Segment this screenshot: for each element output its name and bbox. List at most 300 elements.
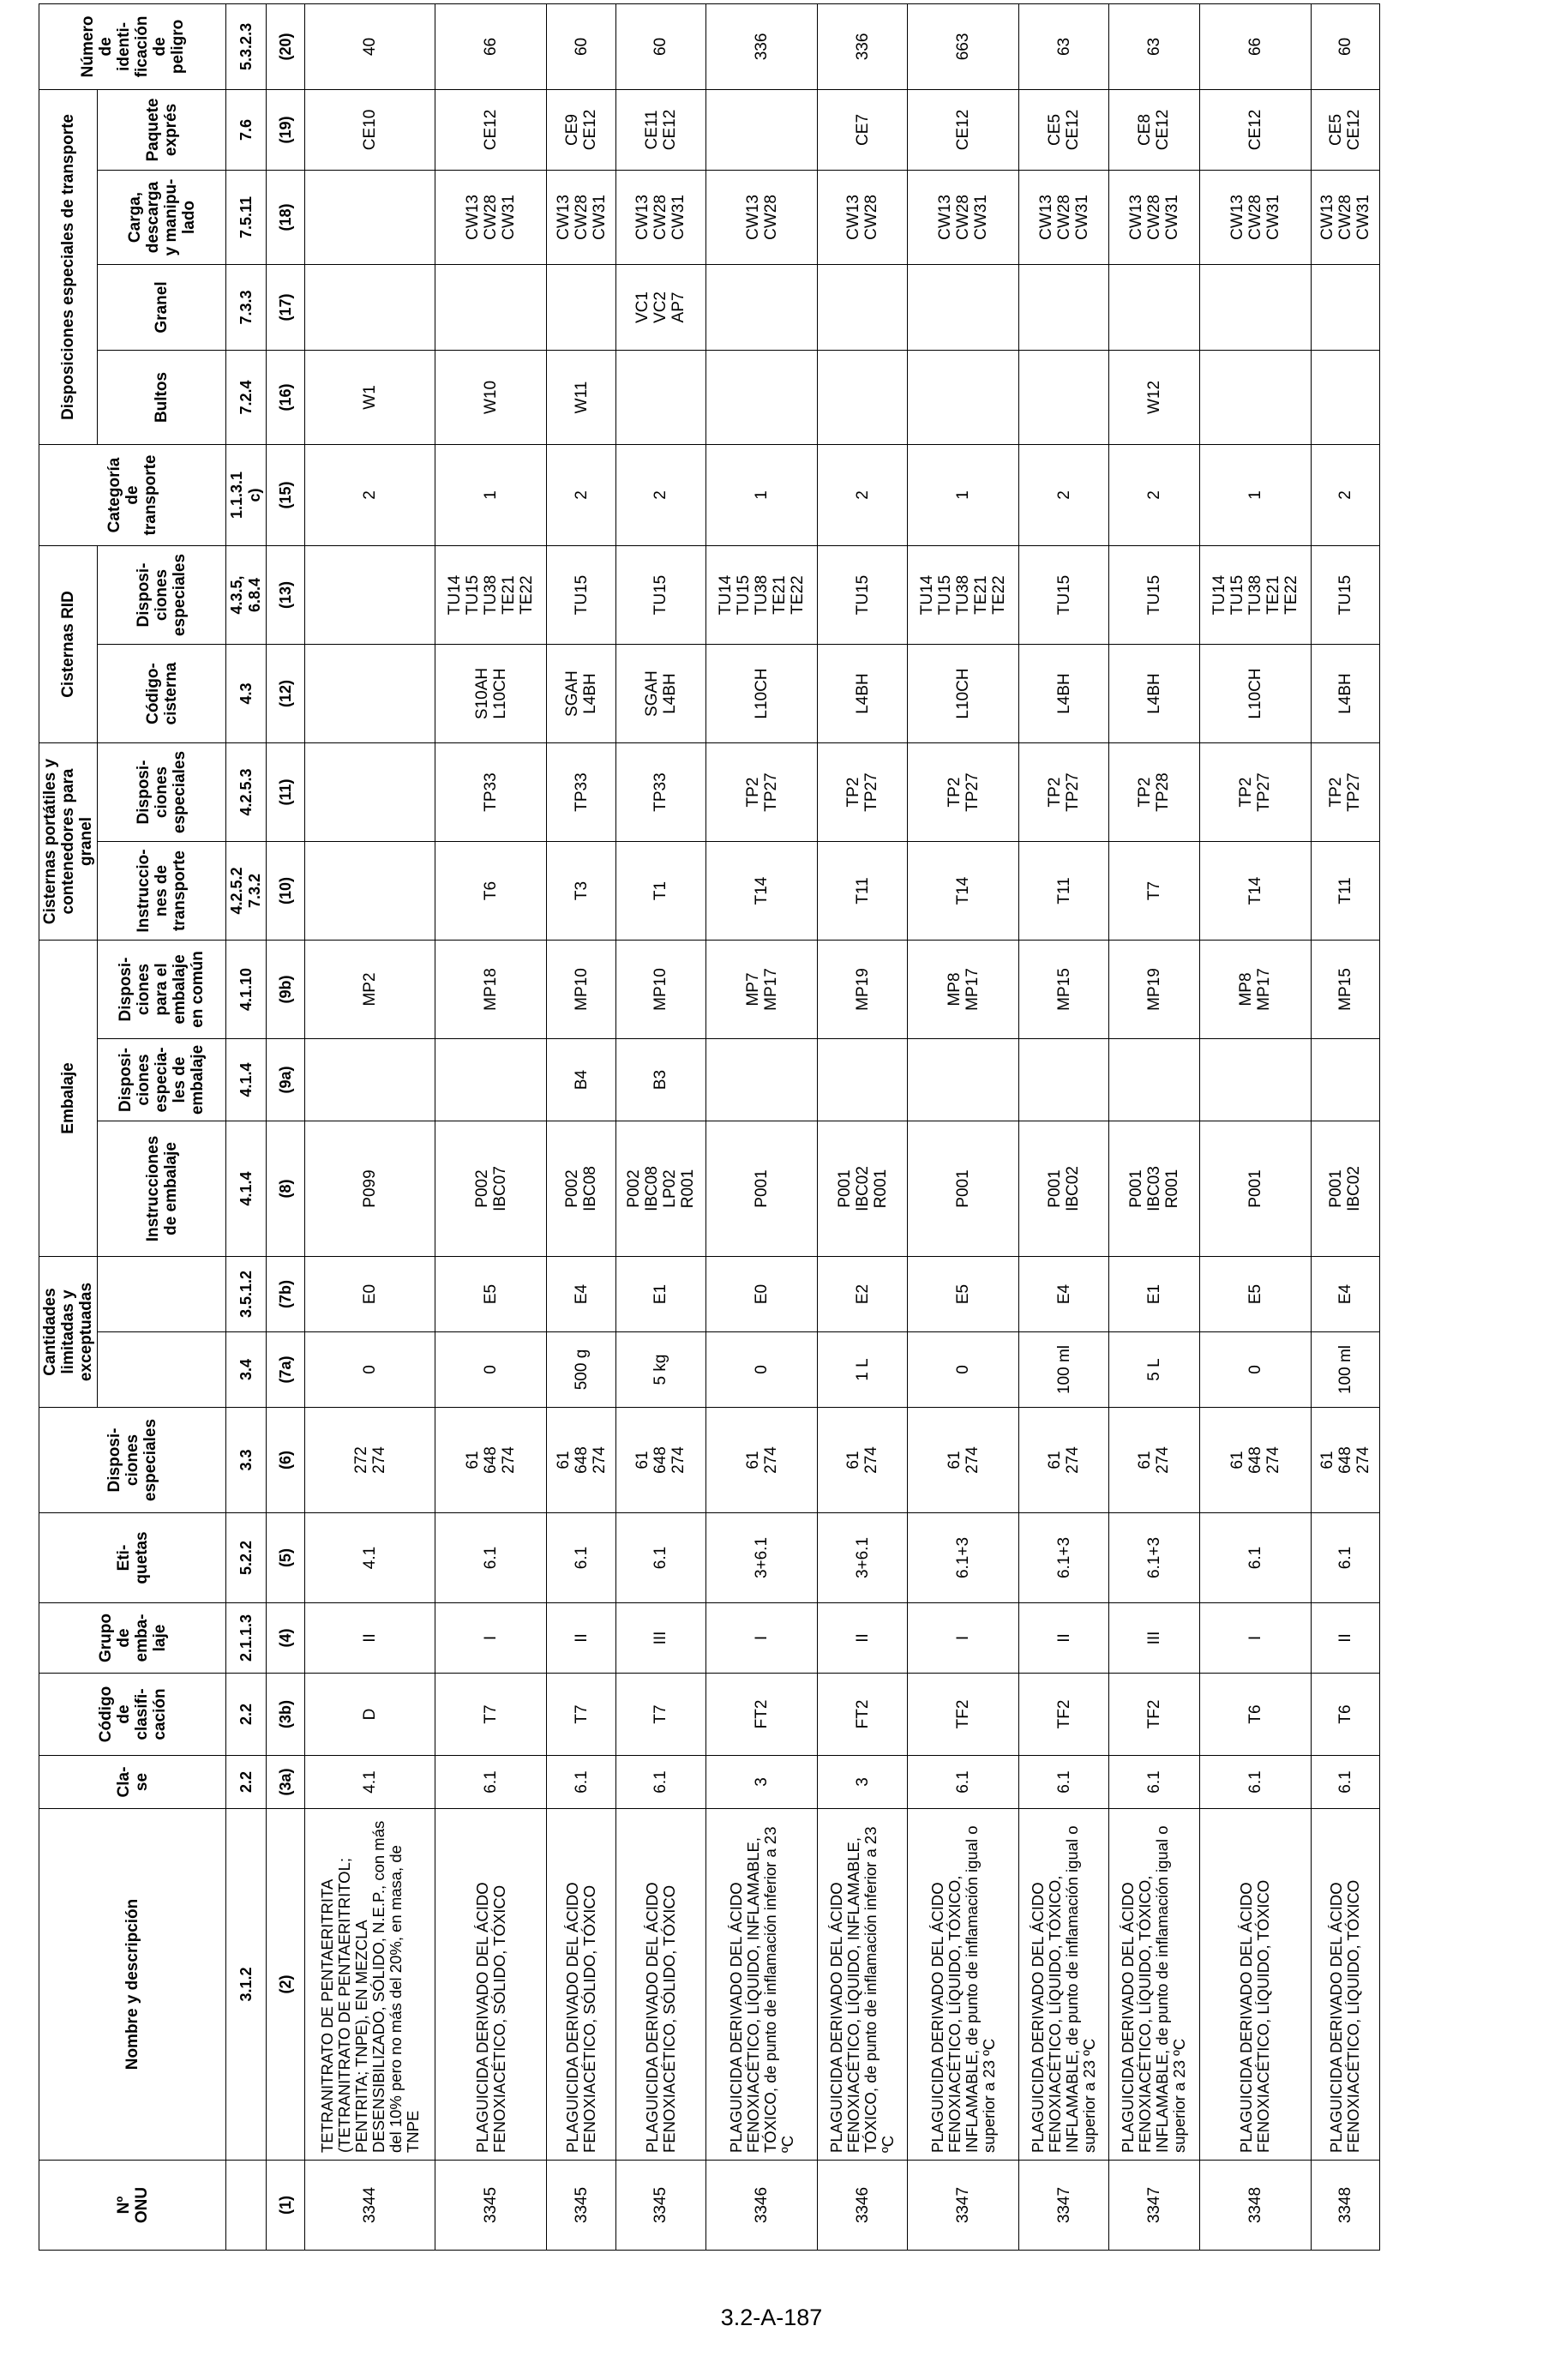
cell-name-description: TETRANITRATO DE PENTAERITRITA (TETRANITRATO DE PENTAERITRITOL; PENTRITA; TNPE), EN MEZCLA DESENSIBILIZADO, SÓLIDO, N.E.P., con más del 10% pero no más del 20%, en masa, de TNPE	[305, 1809, 435, 2161]
reference-portable-tank-provisions: 4.2.5.3	[226, 743, 267, 842]
cell-limited-quantity: 0	[1199, 1332, 1311, 1408]
cell-express-provision: CE9 CE12	[547, 89, 615, 170]
cell-bulk-provision	[1199, 264, 1311, 350]
cell-packages-provision: W11	[547, 350, 615, 444]
cell-bulk-provision	[435, 264, 547, 350]
column-number-class: (3a)	[267, 1756, 305, 1809]
cell-portable-tank-provisions: TP33	[615, 743, 705, 842]
cell-un-number: 3345	[547, 2161, 615, 2251]
cell-labels: 6.1	[1199, 1513, 1311, 1603]
cell-tank-code: SGAH L4BH	[547, 645, 615, 743]
cell-special-packing-provisions	[706, 1039, 818, 1121]
cell-packing-instructions: P002 IBC07	[435, 1121, 547, 1257]
cell-hazard-id: 663	[908, 3, 1019, 89]
reference-class: 2.2	[226, 1756, 267, 1809]
cell-class: 6.1	[1019, 1756, 1109, 1809]
cell-labels: 6.1	[547, 1513, 615, 1603]
cell-express-provision: CE11 CE12	[615, 89, 705, 170]
cell-special-provisions: 61 274	[1019, 1408, 1109, 1513]
cell-tank-code: SGAH L4BH	[615, 645, 705, 743]
cell-special-packing-provisions	[1199, 1039, 1311, 1121]
cell-packing-group: II	[1019, 1603, 1109, 1674]
cell-limited-quantity: 100 ml	[1019, 1332, 1109, 1408]
cell-portable-tank-instructions: T7	[1109, 842, 1199, 941]
cell-bulk-provision	[305, 264, 435, 350]
cell-tank-provisions: TU14 TU15 TU38 TE21 TE22	[908, 545, 1019, 644]
column-number-transport-category: (15)	[267, 444, 305, 545]
column-number-express-provision: (19)	[267, 89, 305, 170]
table-row	[547, 3, 615, 2250]
cell-transport-category: 2	[818, 444, 908, 545]
cell-excepted-quantity: E5	[908, 1257, 1019, 1332]
column-number-bulk-provision: (17)	[267, 264, 305, 350]
column-number-portable-tank-provisions: (11)	[267, 743, 305, 842]
cell-mixed-packing: MP19	[1109, 941, 1199, 1039]
cell-excepted-quantity: E0	[305, 1257, 435, 1332]
cell-transport-category: 2	[305, 444, 435, 545]
cell-special-packing-provisions	[818, 1039, 908, 1121]
cell-bulk-provision: VC1 VC2 AP7	[615, 264, 705, 350]
cell-hazard-id: 60	[1311, 3, 1379, 89]
cell-mixed-packing: MP10	[547, 941, 615, 1039]
cell-labels: 6.1	[435, 1513, 547, 1603]
cell-bulk-provision	[706, 264, 818, 350]
cell-tank-code: L4BH	[1311, 645, 1379, 743]
cell-special-packing-provisions	[908, 1039, 1019, 1121]
cell-limited-quantity: 0	[908, 1332, 1019, 1408]
cell-packages-provision	[1019, 350, 1109, 444]
cell-transport-category: 2	[1019, 444, 1109, 545]
cell-hazard-id: 60	[615, 3, 705, 89]
reference-labels: 5.2.2	[226, 1513, 267, 1603]
cell-portable-tank-instructions: T14	[706, 842, 818, 941]
cell-loading-provision: CW13 CW28 CW31	[1311, 170, 1379, 264]
table-row	[1311, 3, 1379, 2250]
cell-packing-instructions: P001 IBC03 R001	[1109, 1121, 1199, 1257]
cell-tank-provisions: TU15	[818, 545, 908, 644]
cell-classification-code: D	[305, 1674, 435, 1756]
cell-packing-group: II	[818, 1603, 908, 1674]
rotated-table-container	[39, 13, 1380, 2251]
reference-row	[226, 3, 267, 2250]
reference-hazard-id: 5.3.2.3	[226, 3, 267, 89]
column-number-special-packing-provisions: (9a)	[267, 1039, 305, 1121]
cell-portable-tank-provisions: TP33	[435, 743, 547, 842]
header-classification-code: Código de clasifi- cación	[39, 1674, 226, 1756]
cell-transport-category: 1	[435, 444, 547, 545]
cell-un-number: 3348	[1311, 2161, 1379, 2251]
cell-name-description: PLAGUICIDA DERIVADO DEL ÁCIDO FENOXIACÉTICO, LÍQUIDO, TÓXICO, INFLAMABLE, de punto de inflamación igual o superior a 23 ºC	[1109, 1809, 1199, 2161]
cell-bulk-provision	[1311, 264, 1379, 350]
cell-un-number: 3346	[706, 2161, 818, 2251]
cell-mixed-packing: MP15	[1019, 941, 1109, 1039]
cell-portable-tank-instructions: T11	[1311, 842, 1379, 941]
cell-class: 4.1	[305, 1756, 435, 1809]
cell-mixed-packing: MP8 MP17	[1199, 941, 1311, 1039]
cell-tank-provisions: TU14 TU15 TU38 TE21 TE22	[706, 545, 818, 644]
cell-packing-instructions: P001 IBC02	[1019, 1121, 1109, 1257]
cell-mixed-packing: MP15	[1311, 941, 1379, 1039]
cell-packing-instructions: P001 IBC02 R001	[818, 1121, 908, 1257]
header-special-transport-provisions: Disposiciones especiales de transporte	[39, 89, 98, 444]
cell-excepted-quantity: E4	[1019, 1257, 1109, 1332]
cell-packing-group: II	[547, 1603, 615, 1674]
cell-transport-category: 2	[1311, 444, 1379, 545]
cell-excepted-quantity: E1	[1109, 1257, 1199, 1332]
cell-transport-category: 2	[615, 444, 705, 545]
header-tank-code: Código- cisterna	[98, 645, 226, 743]
column-number-tank-provisions: (13)	[267, 545, 305, 644]
header-special-provisions: Disposi- ciones especiales	[39, 1408, 226, 1513]
cell-limited-quantity: 500 g	[547, 1332, 615, 1408]
reference-tank-code: 4.3	[226, 645, 267, 743]
column-number-limited-quantity: (7a)	[267, 1332, 305, 1408]
cell-tank-code: L10CH	[908, 645, 1019, 743]
cell-special-provisions: 61 274	[706, 1408, 818, 1513]
cell-hazard-id: 63	[1109, 3, 1199, 89]
cell-packing-group: I	[908, 1603, 1019, 1674]
reference-packing-group: 2.1.1.3	[226, 1603, 267, 1674]
cell-excepted-quantity: E2	[818, 1257, 908, 1332]
header-tank-provisions: Disposi- ciones especiales	[98, 545, 226, 644]
cell-special-provisions: 61 274	[818, 1408, 908, 1513]
cell-un-number: 3345	[615, 2161, 705, 2251]
cell-express-provision: CE7	[818, 89, 908, 170]
column-number-excepted-quantity: (7b)	[267, 1257, 305, 1332]
cell-portable-tank-instructions: T6	[435, 842, 547, 941]
cell-name-description: PLAGUICIDA DERIVADO DEL ÁCIDO FENOXIACÉTICO, SÓLIDO, TÓXICO	[435, 1809, 547, 2161]
cell-tank-code: L10CH	[706, 645, 818, 743]
cell-packing-group: II	[1311, 1603, 1379, 1674]
cell-packages-provision	[1199, 350, 1311, 444]
cell-portable-tank-instructions: T14	[908, 842, 1019, 941]
cell-hazard-id: 40	[305, 3, 435, 89]
cell-tank-provisions: TU15	[1109, 545, 1199, 644]
cell-special-provisions: 61 648 274	[615, 1408, 705, 1513]
cell-transport-category: 1	[706, 444, 818, 545]
cell-hazard-id: 336	[706, 3, 818, 89]
cell-loading-provision: CW13 CW28 CW31	[1109, 170, 1199, 264]
cell-tank-provisions: TU14 TU15 TU38 TE21 TE22	[1199, 545, 1311, 644]
cell-classification-code: TF2	[1109, 1674, 1199, 1756]
cell-transport-category: 2	[547, 444, 615, 545]
cell-tank-provisions: TU15	[1019, 545, 1109, 644]
cell-limited-quantity: 0	[305, 1332, 435, 1408]
header-packaging: Embalaje	[39, 941, 98, 1257]
header-excepted-blank	[98, 1257, 226, 1332]
cell-name-description: PLAGUICIDA DERIVADO DEL ÁCIDO FENOXIACÉTICO, SÓLIDO, TÓXICO	[547, 1809, 615, 2161]
column-number-packages-provision: (16)	[267, 350, 305, 444]
cell-packages-provision: W1	[305, 350, 435, 444]
cell-special-provisions: 61 648 274	[1311, 1408, 1379, 1513]
cell-portable-tank-provisions: TP2 TP27	[1311, 743, 1379, 842]
header-special-packing-provisions: Disposi- ciones especia- les de embalaje	[98, 1039, 226, 1121]
reference-name-description: 3.1.2	[226, 1809, 267, 2161]
header-loading-unloading: Carga, descarga y manipu- lado	[98, 170, 226, 264]
cell-packing-instructions: P001	[1199, 1121, 1311, 1257]
cell-limited-quantity: 100 ml	[1311, 1332, 1379, 1408]
cell-un-number: 3345	[435, 2161, 547, 2251]
cell-packing-instructions: P001	[706, 1121, 818, 1257]
cell-labels: 6.1+3	[1109, 1513, 1199, 1603]
reference-loading-provision: 7.5.11	[226, 170, 267, 264]
cell-portable-tank-instructions: T1	[615, 842, 705, 941]
cell-portable-tank-instructions: T11	[818, 842, 908, 941]
reference-limited-quantity: 3.4	[226, 1332, 267, 1408]
cell-express-provision: CE12	[1199, 89, 1311, 170]
cell-special-provisions: 61 648 274	[547, 1408, 615, 1513]
table-row	[615, 3, 705, 2250]
cell-loading-provision: CW13 CW28	[818, 170, 908, 264]
cell-express-provision: CE5 CE12	[1019, 89, 1109, 170]
cell-mixed-packing: MP8 MP17	[908, 941, 1019, 1039]
cell-hazard-id: 336	[818, 3, 908, 89]
cell-excepted-quantity: E4	[547, 1257, 615, 1332]
cell-tank-code: L4BH	[1109, 645, 1199, 743]
cell-classification-code: T6	[1311, 1674, 1379, 1756]
cell-packages-provision	[615, 350, 705, 444]
cell-express-provision: CE8 CE12	[1109, 89, 1199, 170]
cell-tank-provisions	[305, 545, 435, 644]
header-rid-tanks: Cisternas RID	[39, 545, 98, 742]
reference-special-packing-provisions: 4.1.4	[226, 1039, 267, 1121]
dangerous-goods-table	[39, 3, 1380, 2251]
cell-portable-tank-instructions: T11	[1019, 842, 1109, 941]
cell-portable-tank-instructions	[305, 842, 435, 941]
cell-excepted-quantity: E5	[1199, 1257, 1311, 1332]
cell-portable-tank-provisions: TP2 TP28	[1109, 743, 1199, 842]
reference-special-provisions: 3.3	[226, 1408, 267, 1513]
cell-packing-instructions: P001 IBC02	[1311, 1121, 1379, 1257]
header-name-description: Nombre y descripción	[39, 1809, 226, 2161]
cell-hazard-id: 66	[435, 3, 547, 89]
column-number-packing-instructions: (8)	[267, 1121, 305, 1257]
cell-un-number: 3348	[1199, 2161, 1311, 2251]
column-number-portable-tank-instructions: (10)	[267, 842, 305, 941]
header-mixed-packing-provisions: Disposi- ciones para el embalaje en común	[98, 941, 226, 1039]
cell-express-provision: CE10	[305, 89, 435, 170]
column-number-hazard-id: (20)	[267, 3, 305, 89]
cell-portable-tank-provisions: TP2 TP27	[1199, 743, 1311, 842]
cell-special-provisions: 61 274	[1109, 1408, 1199, 1513]
column-number-tank-code: (12)	[267, 645, 305, 743]
cell-portable-tank-instructions: T3	[547, 842, 615, 941]
cell-packages-provision	[908, 350, 1019, 444]
cell-mixed-packing: MP18	[435, 941, 547, 1039]
cell-labels: 6.1	[1311, 1513, 1379, 1603]
cell-classification-code: T7	[547, 1674, 615, 1756]
cell-excepted-quantity: E5	[435, 1257, 547, 1332]
reference-transport-category: 1.1.3.1 c)	[226, 444, 267, 545]
cell-special-packing-provisions	[305, 1039, 435, 1121]
table-body	[226, 3, 1380, 2250]
cell-name-description: PLAGUICIDA DERIVADO DEL ÁCIDO FENOXIACÉTICO, LÍQUIDO, TÓXICO	[1199, 1809, 1311, 2161]
cell-class: 6.1	[615, 1756, 705, 1809]
cell-packing-group: I	[1199, 1603, 1311, 1674]
cell-classification-code: T7	[435, 1674, 547, 1756]
page-number: 3.2-A-187	[720, 2305, 823, 2330]
cell-classification-code: FT2	[706, 1674, 818, 1756]
cell-excepted-quantity: E0	[706, 1257, 818, 1332]
cell-special-packing-provisions: B3	[615, 1039, 705, 1121]
header-portable-tanks: Cisternas portátiles y contenedores para granel	[39, 743, 98, 941]
cell-loading-provision: CW13 CW28 CW31	[908, 170, 1019, 264]
cell-transport-category: 1	[908, 444, 1019, 545]
cell-labels: 6.1+3	[1019, 1513, 1109, 1603]
header-un-number: Nº ONU	[39, 2161, 226, 2251]
cell-labels: 3+6.1	[818, 1513, 908, 1603]
cell-tank-provisions: TU14 TU15 TU38 TE21 TE22	[435, 545, 547, 644]
cell-name-description: PLAGUICIDA DERIVADO DEL ÁCIDO FENOXIACÉTICO, LÍQUIDO, INFLAMABLE, TÓXICO, de punto de inflamación inferior a 23 ºC	[706, 1809, 818, 2161]
cell-tank-code: S10AH L10CH	[435, 645, 547, 743]
cell-packing-group: II	[305, 1603, 435, 1674]
column-number-un-number: (1)	[267, 2161, 305, 2251]
cell-tank-provisions: TU15	[615, 545, 705, 644]
header-class: Cla- se	[39, 1756, 226, 1809]
cell-packing-instructions: P001	[908, 1121, 1019, 1257]
cell-class: 6.1	[1311, 1756, 1379, 1809]
column-number-labels: (5)	[267, 1513, 305, 1603]
cell-un-number: 3346	[818, 2161, 908, 2251]
cell-un-number: 3347	[908, 2161, 1019, 2251]
column-number-packing-group: (4)	[267, 1603, 305, 1674]
cell-labels: 6.1	[615, 1513, 705, 1603]
cell-class: 3	[706, 1756, 818, 1809]
cell-packing-group: I	[435, 1603, 547, 1674]
cell-tank-code: L10CH	[1199, 645, 1311, 743]
cell-special-packing-provisions	[435, 1039, 547, 1121]
reference-packing-instructions: 4.1.4	[226, 1121, 267, 1257]
column-number-special-provisions: (6)	[267, 1408, 305, 1513]
cell-un-number: 3347	[1019, 2161, 1109, 2251]
cell-classification-code: TF2	[908, 1674, 1019, 1756]
cell-excepted-quantity: E1	[615, 1257, 705, 1332]
reference-excepted-quantity: 3.5.1.2	[226, 1257, 267, 1332]
cell-classification-code: TF2	[1019, 1674, 1109, 1756]
cell-limited-quantity: 0	[706, 1332, 818, 1408]
cell-mixed-packing: MP19	[818, 941, 908, 1039]
table-row	[1109, 3, 1199, 2250]
header-hazard-id-number: Número de identi- ficación de peligro	[39, 3, 226, 89]
cell-portable-tank-provisions	[305, 743, 435, 842]
cell-portable-tank-provisions: TP2 TP27	[908, 743, 1019, 842]
cell-loading-provision: CW13 CW28	[706, 170, 818, 264]
cell-express-provision: CE12	[908, 89, 1019, 170]
reference-classification-code: 2.2	[226, 1674, 267, 1756]
cell-hazard-id: 60	[547, 3, 615, 89]
cell-tank-provisions: TU15	[1311, 545, 1379, 644]
cell-class: 6.1	[435, 1756, 547, 1809]
cell-special-packing-provisions	[1109, 1039, 1199, 1121]
cell-express-provision	[706, 89, 818, 170]
cell-bulk-provision	[908, 264, 1019, 350]
column-number-row	[267, 3, 305, 2250]
reference-bulk-provision: 7.3.3	[226, 264, 267, 350]
cell-special-provisions: 61 274	[908, 1408, 1019, 1513]
cell-special-packing-provisions	[1019, 1039, 1109, 1121]
cell-mixed-packing: MP7 MP17	[706, 941, 818, 1039]
header-packing-group: Grupo de emba- laje	[39, 1603, 226, 1674]
cell-un-number: 3344	[305, 2161, 435, 2251]
column-number-classification-code: (3b)	[267, 1674, 305, 1756]
cell-packages-provision	[706, 350, 818, 444]
cell-tank-code	[305, 645, 435, 743]
header-portable-instructions: Instruccio- nes de transporte	[98, 842, 226, 941]
cell-mixed-packing: MP2	[305, 941, 435, 1039]
cell-packages-provision	[818, 350, 908, 444]
cell-class: 6.1	[547, 1756, 615, 1809]
header-packing-instructions: Instrucciones de embalaje	[98, 1121, 226, 1257]
cell-portable-tank-provisions: TP2 TP27	[706, 743, 818, 842]
header-labels: Eti- quetas	[39, 1513, 226, 1603]
cell-limited-quantity: 0	[435, 1332, 547, 1408]
cell-special-provisions: 272 274	[305, 1408, 435, 1513]
cell-loading-provision: CW13 CW28 CW31	[1199, 170, 1311, 264]
cell-loading-provision: CW13 CW28 CW31	[435, 170, 547, 264]
cell-name-description: PLAGUICIDA DERIVADO DEL ÁCIDO FENOXIACÉTICO, LÍQUIDO, TÓXICO	[1311, 1809, 1379, 2161]
cell-packing-group: I	[706, 1603, 818, 1674]
cell-transport-category: 2	[1109, 444, 1199, 545]
column-number-name-description: (2)	[267, 1809, 305, 2161]
cell-limited-quantity: 5 kg	[615, 1332, 705, 1408]
cell-packing-group: III	[615, 1603, 705, 1674]
cell-portable-tank-instructions: T14	[1199, 842, 1311, 941]
cell-class: 6.1	[908, 1756, 1019, 1809]
reference-packages-provision: 7.2.4	[226, 350, 267, 444]
cell-special-packing-provisions	[1311, 1039, 1379, 1121]
cell-un-number: 3347	[1109, 2161, 1199, 2251]
reference-express-provision: 7.6	[226, 89, 267, 170]
cell-packing-group: III	[1109, 1603, 1199, 1674]
cell-portable-tank-provisions: TP2 TP27	[818, 743, 908, 842]
table-row	[908, 3, 1019, 2250]
table-row	[1019, 3, 1109, 2250]
cell-bulk-provision	[547, 264, 615, 350]
cell-express-provision: CE12	[435, 89, 547, 170]
table-row	[706, 3, 818, 2250]
cell-tank-provisions: TU15	[547, 545, 615, 644]
cell-special-provisions: 61 648 274	[435, 1408, 547, 1513]
cell-hazard-id: 66	[1199, 3, 1311, 89]
cell-transport-category: 1	[1199, 444, 1311, 545]
cell-hazard-id: 63	[1019, 3, 1109, 89]
cell-name-description: PLAGUICIDA DERIVADO DEL ÁCIDO FENOXIACÉTICO, LÍQUIDO, INFLAMABLE, TÓXICO, de punto de inflamación inferior a 23 ºC	[818, 1809, 908, 2161]
table-row	[818, 3, 908, 2250]
cell-name-description: PLAGUICIDA DERIVADO DEL ÁCIDO FENOXIACÉTICO, SÓLIDO, TÓXICO	[615, 1809, 705, 2161]
cell-packages-provision: W10	[435, 350, 547, 444]
cell-tank-code: L4BH	[818, 645, 908, 743]
header-limited-blank	[98, 1332, 226, 1408]
cell-name-description: PLAGUICIDA DERIVADO DEL ÁCIDO FENOXIACÉTICO, LÍQUIDO, TÓXICO, INFLAMABLE, de punto de inflamación igual o superior a 23 ºC	[1019, 1809, 1109, 2161]
cell-name-description: PLAGUICIDA DERIVADO DEL ÁCIDO FENOXIACÉTICO, LÍQUIDO, TÓXICO, INFLAMABLE, de punto de inflamación igual o superior a 23 ºC	[908, 1809, 1019, 2161]
reference-portable-tank-instructions: 4.2.5.2 7.3.2	[226, 842, 267, 941]
cell-loading-provision: CW13 CW28 CW31	[1019, 170, 1109, 264]
header-transport-category: Categoría de transporte	[39, 444, 226, 545]
table-row	[435, 3, 547, 2250]
reference-mixed-packing: 4.1.10	[226, 941, 267, 1039]
cell-loading-provision	[305, 170, 435, 264]
cell-class: 6.1	[1109, 1756, 1199, 1809]
header-limited-excepted-quantities: Cantidades limitadas y exceptuadas	[39, 1257, 98, 1408]
cell-class: 3	[818, 1756, 908, 1809]
cell-packages-provision	[1311, 350, 1379, 444]
cell-portable-tank-provisions: TP2 TP27	[1019, 743, 1109, 842]
header-bulk: Granel	[98, 264, 226, 350]
cell-bulk-provision	[818, 264, 908, 350]
cell-labels: 3+6.1	[706, 1513, 818, 1603]
cell-loading-provision: CW13 CW28 CW31	[615, 170, 705, 264]
cell-mixed-packing: MP10	[615, 941, 705, 1039]
